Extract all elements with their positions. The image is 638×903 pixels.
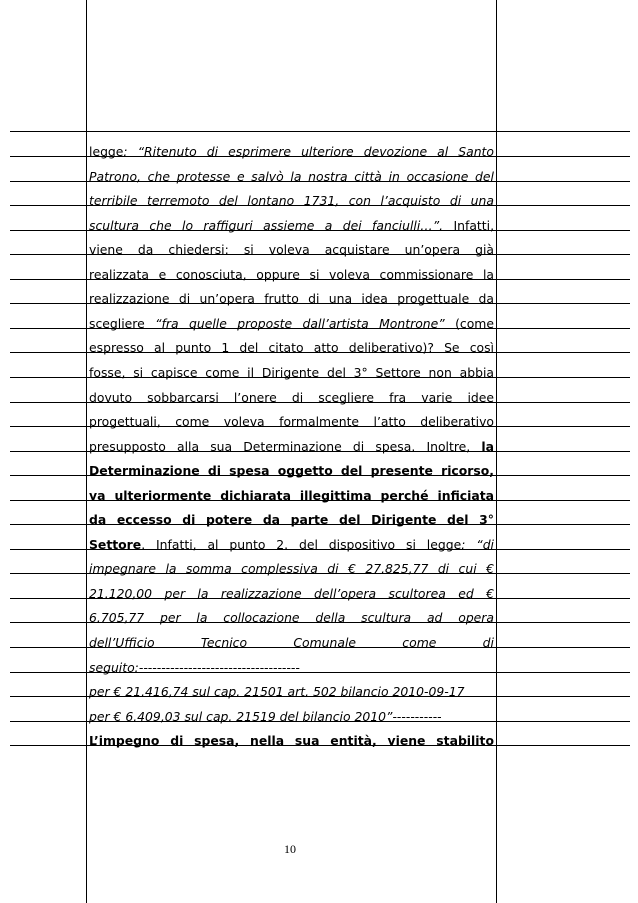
text-line (89, 217, 494, 235)
text-line (89, 634, 494, 652)
text-run: fosse, si capisce come il Dirigente del 3° Settore non abbia (89, 364, 494, 380)
text-run: per € 21.416,74 sul cap. 21501 art. 502 bilancio 2010-09-17 (89, 684, 465, 700)
text-line (89, 241, 494, 259)
text-run: viene da chiedersi: si voleva acquistare un’opera già (89, 242, 494, 258)
text-run: L’impegno di spesa, nella sua entità, viene stabilito (89, 733, 494, 749)
text-run: da eccesso di potere da parte del Dirigente del 3° (89, 512, 494, 528)
text-line (89, 389, 494, 407)
text-run: realizzata e conosciuta, oppure si voleva commissionare la (89, 266, 494, 282)
text-run: Settore (89, 536, 142, 552)
text-run: Determinazione di spesa oggetto del presente ricorso, (89, 463, 494, 479)
text-line (89, 339, 494, 357)
text-run: 21.120,00 per la realizzazione dell’opera scultorea ed € (89, 585, 494, 601)
text-line (89, 143, 494, 161)
text-run: la (481, 438, 494, 454)
text-run: impegnare la somma complessiva di € 27.825,77 di cui € (89, 561, 494, 577)
text-line (89, 659, 494, 677)
text-run: 6.705,77 per la collocazione della scultura ad opera (89, 610, 494, 626)
text-run: (come (444, 315, 494, 331)
rule-line (10, 131, 630, 132)
text-run: dell’Ufficio Tecnico Comunale come di (89, 635, 494, 650)
text-run: per € 6.409,03 sul cap. 21519 del bilancio 2010” (89, 708, 393, 724)
text-run: realizzazione di un’opera frutto di una idea progettuale da (89, 291, 494, 307)
text-run: espresso al punto 1 del citato atto deliberativo)? Se così (89, 340, 494, 356)
text-run: va ulteriormente dichiarata illegittima perché inficiata (89, 487, 494, 503)
text-run: scegliere (89, 315, 156, 331)
text-line (89, 732, 494, 750)
text-line (89, 683, 494, 701)
text-run: dovuto sobbarcarsi l’onere di scegliere fra varie idee (89, 389, 494, 405)
text-run: seguito:------------------------------------ (89, 659, 300, 675)
text-line (89, 290, 494, 308)
text-run: : “di (461, 536, 495, 552)
text-run: Infatti, (443, 217, 495, 233)
text-run: ----------- (392, 708, 442, 724)
text-line (89, 192, 494, 210)
text-line (89, 708, 494, 726)
text-run: progettuali, come voleva formalmente l’atto deliberativo (89, 414, 494, 430)
text-line (89, 462, 494, 480)
text-line (89, 413, 494, 431)
text-line (89, 168, 494, 186)
text-line (89, 536, 494, 554)
text-line (89, 511, 494, 529)
text-line (89, 438, 494, 456)
text-run: “fra quelle proposte dall’artista Montrone” (155, 315, 445, 331)
text-run: . Infatti, al punto 2. del dispositivo si legge (141, 536, 462, 552)
text-line (89, 487, 494, 505)
text-line (89, 266, 494, 284)
text-run: terribile terremoto del lontano 1731, con l’acquisto di una (89, 193, 494, 209)
text-line (89, 364, 494, 382)
text-run: : “Ritenuto di esprimere ulteriore devozione al Santo (123, 144, 494, 159)
text-run: legge (89, 144, 124, 159)
text-line (89, 315, 494, 333)
text-line (89, 560, 494, 578)
text-run: Patrono, che protesse e salvò la nostra città in occasione del (89, 168, 494, 184)
text-line (89, 609, 494, 627)
page-number: 10 (284, 842, 296, 856)
text-line (89, 585, 494, 603)
text-run: scultura che lo raffiguri assieme a dei fanciulli…”. (89, 217, 444, 233)
text-run: presupposto alla sua Determinazione di spesa. Inoltre, (89, 438, 482, 454)
